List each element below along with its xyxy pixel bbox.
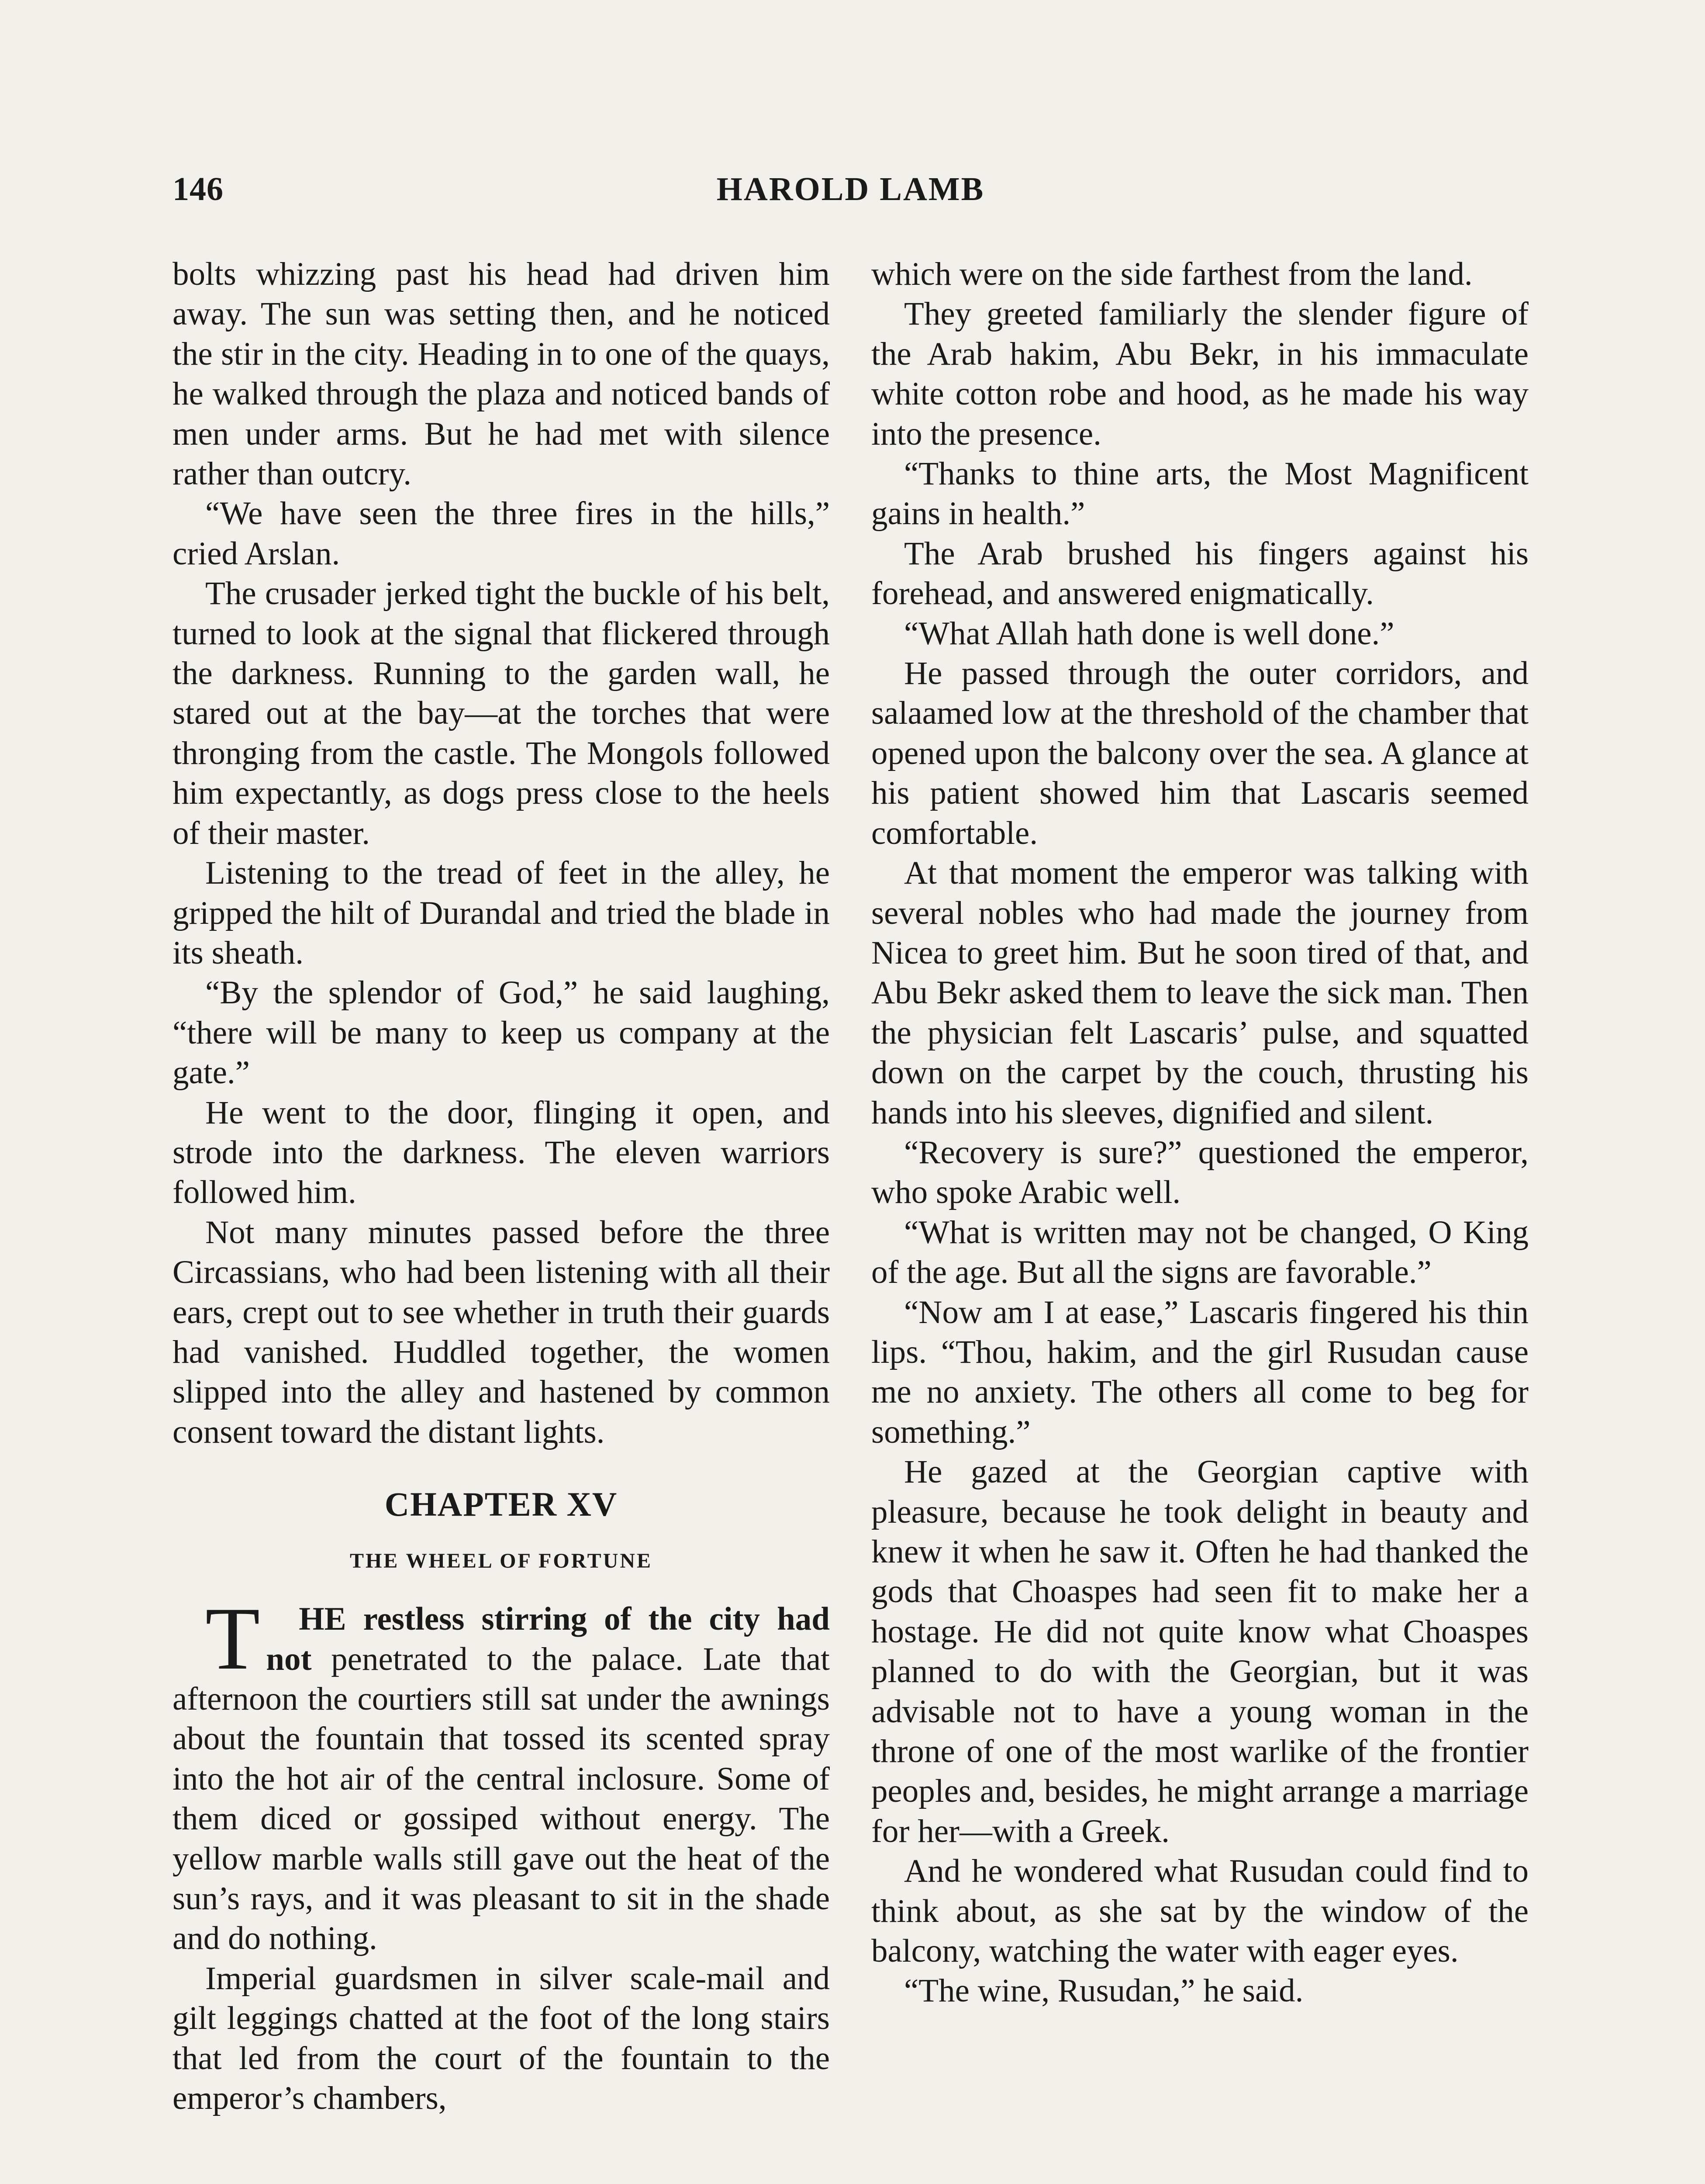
paragraph: “Thanks to thine arts, the Most Magnificent gains in health.” [871,456,1529,532]
paragraph: The crusader jerked tight the buckle of his belt, turned to look at the signal that flickered through the darkness. Running to the garden wall, he stared out at the bay—at the torches that were thronging from the castle. The Mongols followed him expectantly, as dogs press close to the heels of their master. [173,575,830,851]
paragraph: The Arab brushed his fingers against his forehead, and answered enigmatically. [871,535,1529,612]
paragraph: And he wondered what Rusudan could find to think about, as she sat by the window of the balcony, watching the water with eager eyes. [871,1853,1529,1970]
left-column [173,254,830,2118]
paragraph: “Recovery is sure?” questioned the emperor, who spoke Arabic well. [871,1134,1529,1211]
paragraph: Not many minutes passed before the three Circassians, who had been listening with all their ears, crept out to see whether in truth their guards had vanished. Huddled together, the women slipped into the alley and hastened by common consent toward the distant lights. [173,1214,830,1450]
paragraph: They greeted familiarly the slender figure of the Arab hakim, Abu Bekr, in his immaculate white cotton robe and hood, as he made his way into the presence. [871,296,1529,452]
paragraph: “What is written may not be changed, O King of the age. But all the signs are favorable.” [871,1214,1529,1291]
paragraph: “What Allah hath done is well done.” [904,615,1394,652]
chapter-subtitle: THE WHEEL OF FORTUNE [349,1549,653,1573]
paragraph: Imperial guardsmen in silver scale-mail and gilt leggings chatted at the foot of the long stairs that led from the court of the fountain to the emperor’s chambers, [173,1960,830,2117]
paragraph: He passed through the outer corridors, and salaamed low at the threshold of the chamber that opened upon the balcony over the sea. A glance at his patient showed him that Lascaris seemed comfortable. [871,655,1529,851]
chapter-opening-paragraph [173,1589,830,1959]
paragraph: “By the splendor of God,” he said laughing, “there will be many to keep us company at the gate.” [173,975,830,1091]
paragraph: “The wine, Rusudan,” he said. [904,1973,1304,2009]
paragraph: He gazed at the Georgian captive with pleasure, because he took delight in beauty and knew it when he saw it. Often he had thanked the gods that Choaspes had seen fit to make her a hostage. He did not quite know what Choaspes planned to do with the Georgian, but it was advisable not to have a young woman in the throne of one of the most warlike of the frontier peoples and, besides, he might arrange a marriage for her—with a Greek. [871,1454,1529,1849]
paragraph: He went to the door, flinging it open, and strode into the darkness. The eleven warriors followed him. [173,1094,830,1211]
paragraph: “Now am I at ease,” Lascaris fingered his thin lips. “Thou, hakim, and the girl Rusudan cause me no anxiety. The others all come to beg for something.” [871,1294,1529,1450]
paragraph: Listening to the tread of feet in the alley, he gripped the hilt of Durandal and tried the blade in its sheath. [173,855,830,971]
chapter-lead-text: HE restless stirring of the city had not [266,1601,830,1677]
paragraph: “We have seen the three fires in the hills,” cried Arslan. [173,495,830,572]
running-title: HAROLD LAMB [716,171,985,207]
page-number: 146 [173,171,224,207]
paragraph: At that moment the emperor was talking with several nobles who had made the journey from Nicea to greet him. But he soon tired of that, and Abu Bekr asked them to leave the sick man. Then the physician felt Lascaris’ pulse, and squatted down on the carpet by the couch, thrusting his hands into his sleeves, dignified and silent. [871,855,1529,1131]
page-header [173,170,1529,218]
drop-cap: T [205,1589,260,1689]
chapter-opening-text: penetrated to the palace. Late that afternoon the courtiers still sat under the awnings about the fountain that tossed its scented spray into the hot air of the central inclosure. Some of them diced or gossiped without energy. The yellow marble walls still gave out the heat of the sun’s rays, and it was pleasant to sit in the shade and do nothing. [173,1641,830,1957]
paragraph: bolts whizzing past his head had driven him away. The sun was setting then, and he noticed the stir in the city. Heading in to one of the quays, he walked through the plaza and noticed bands of men under arms. But he had met with silence rather than outcry. [173,256,830,492]
paragraph: which were on the side farthest from the land. [871,256,1473,292]
chapter-heading: CHAPTER XV [384,1485,618,1524]
right-column [871,254,1529,2011]
